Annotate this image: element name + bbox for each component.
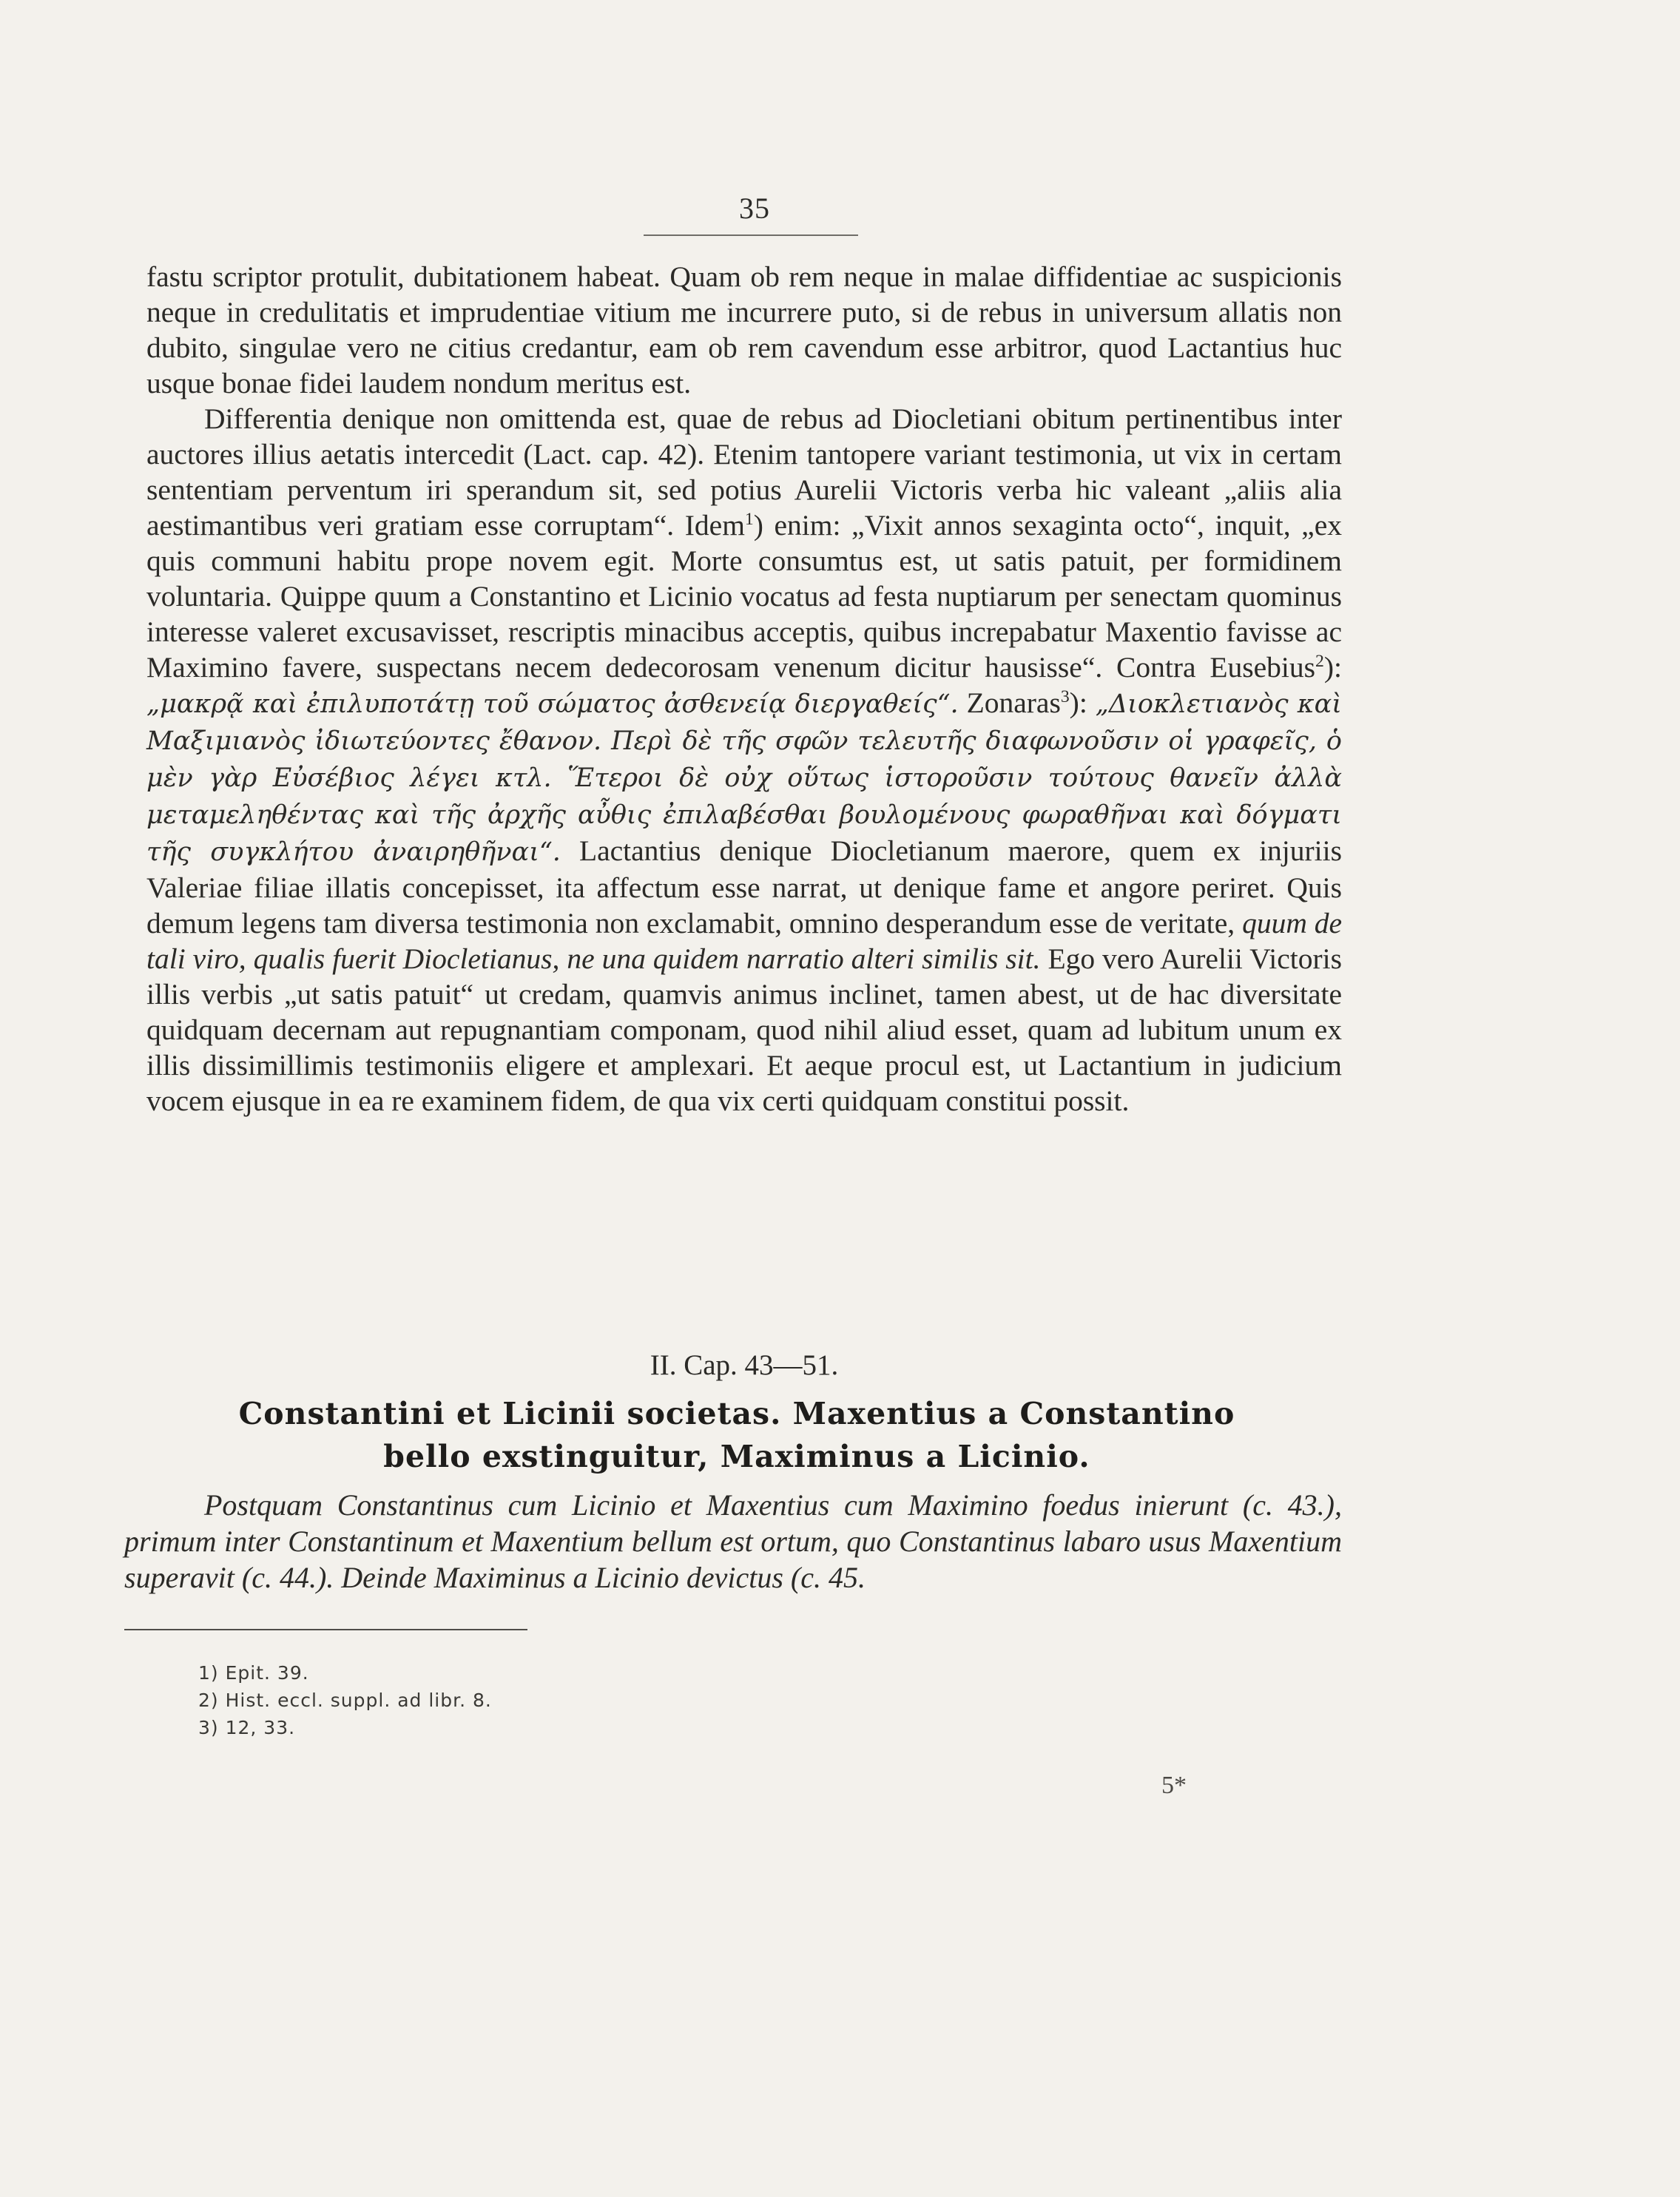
signature-mark: 5*: [1161, 1772, 1187, 1799]
paragraph-2-part-4: Zonaras: [966, 686, 1061, 719]
paragraph-2-part-6: Lactantius denique Diocletianum maerore, quem ex injuriis Valeriae filiae illatis concepisset, ita affectum esse narrat, ut denique fame et angore periret. Quis demum legens tam diversa testimonia non exclamabit, omnino desperandum esse de veritate,: [146, 834, 1342, 939]
footnotes: [198, 1659, 864, 1741]
footnote-1: 1) Epit. 39.: [198, 1662, 309, 1684]
chapter-summary: [124, 1487, 1342, 1596]
main-text: [146, 259, 1342, 1118]
footnote-rule: [124, 1629, 527, 1630]
paragraph-2-part-2: ) enim: „Vixit annos sexaginta octo“, inquit, „ex quis communi habitu prope novem egit. Morte consumtus est, ut satis patuit, per formidinem voluntaria. Quippe quum a Constantino et Licinio vocatus ad festa nuptiarum per senectam quominus interesse valeret excusavisset, rescriptis minacibus acceptis, quibus increpabatur Maxentio favisse ac Maximino favere, suspectans necem dedecorosam venenum dicitur hausisse“. Contra Eusebius: [146, 509, 1342, 684]
page-number: 35: [739, 192, 770, 225]
paragraph-2-part-1: Differentia denique non omittenda est, quae de rebus ad Diocletiani obitum pertinentibus inter auctores illius aetatis intercedit (Lact. cap. 42). Etenim tantopere variant testimonia, ut vix in certam sententiam perventum iri sperandum sit, sed potius Aurelii Victoris verba hic valeant „aliis alia aestimantibus veri gratiam esse corruptam“. Idem: [146, 402, 1342, 541]
chapter-heading: II. Cap. 43—51.: [650, 1349, 839, 1381]
footnote-3: 3) 12, 33.: [198, 1717, 296, 1738]
paragraph-2-part-7: Ego vero Aurelii Victoris illis verbis „ut satis patuit“ ut credam, quamvis animus inclinet, tamen abest, ut de hac diversitate quidquam decernam aut repugnantiam componam, quod nihil aliud esset, quam ad lubitum unum ex illis dissimillimis testimoniis eligere et amplexari. Et aeque procul est, ut Lactantium in judicium vocem ejusque in ea re examinem fidem, de qua vix certi quidquam constitui possit.: [146, 942, 1342, 1117]
section-title-line-1: Constantini et Licinii societas. Maxentius a Constantino: [238, 1396, 1235, 1431]
paragraph-2: [146, 401, 1342, 1118]
paragraph-1: fastu scriptor protulit, dubitationem habeat. Quam ob rem neque in malae diffidentiae ac suspicionis neque in credulitatis et imprudentiae vitium me incurrere puto, si de rebus in universum allatis non dubito, singulae vero ne citius credantur, eam ob rem cavendum esse arbitror, quod Lactantius huc usque bonae fidei laudem nondum meritus est.: [146, 260, 1342, 399]
footnote-ref-2: 2: [1315, 651, 1324, 671]
section-title-line-2: bello exstinguitur, Maximinus a Licinio.: [383, 1439, 1090, 1474]
section-title: [132, 1392, 1342, 1478]
footnote-2: 2) Hist. eccl. suppl. ad libr. 8.: [198, 1690, 492, 1711]
italic-quote: quum de tali viro, qualis fuerit Diocletianus, ne una quidem narratio alteri similis sit.: [146, 907, 1343, 975]
greek-quote-eusebius: „μακρᾷ καὶ ἐπιλυποτάτῃ τοῦ σώματος ἀσθενείᾳ διεργαθείς“.: [146, 689, 959, 719]
header-rule: [644, 234, 858, 236]
footnote-ref-1: 1: [744, 509, 754, 529]
footnote-ref-3: 3: [1060, 686, 1070, 706]
greek-quote-zonaras: „Διοκλετιανὸς καὶ Μαξιμιανὸς ἰδιωτεύοντες ἔθανον. Περὶ δὲ τῆς σφῶν τελευτῆς διαφωνοῦσιν οἱ γραφεῖς, ὁ μὲν γὰρ Εὐσέβιος λέγει κτλ. Ἕτεροι δὲ οὐχ οὕτως ἱστοροῦσιν τούτους θανεῖν ἀλλὰ μεταμεληθέντας καὶ τῆς ἀρχῆς αὖθις ἐπιλαβέσθαι βουλομένους φωραθῆναι καὶ δόγματι τῆς συγκλήτου ἀναιρηθῆναι“.: [146, 689, 1343, 867]
chapter-summary-text: Postquam Constantinus cum Licinio et Maxentius cum Maximino foedus inierunt (c. 43.), primum inter Constantinum et Maxentium bellum est ortum, quo Constantinus labaro usus Maxentium superavit (c. 44.). Deinde Maximinus a Licinio devictus (c. 45.: [124, 1488, 1342, 1594]
paragraph-2-part-3: ):: [1323, 651, 1342, 684]
paragraph-2-part-5: ):: [1069, 686, 1087, 719]
